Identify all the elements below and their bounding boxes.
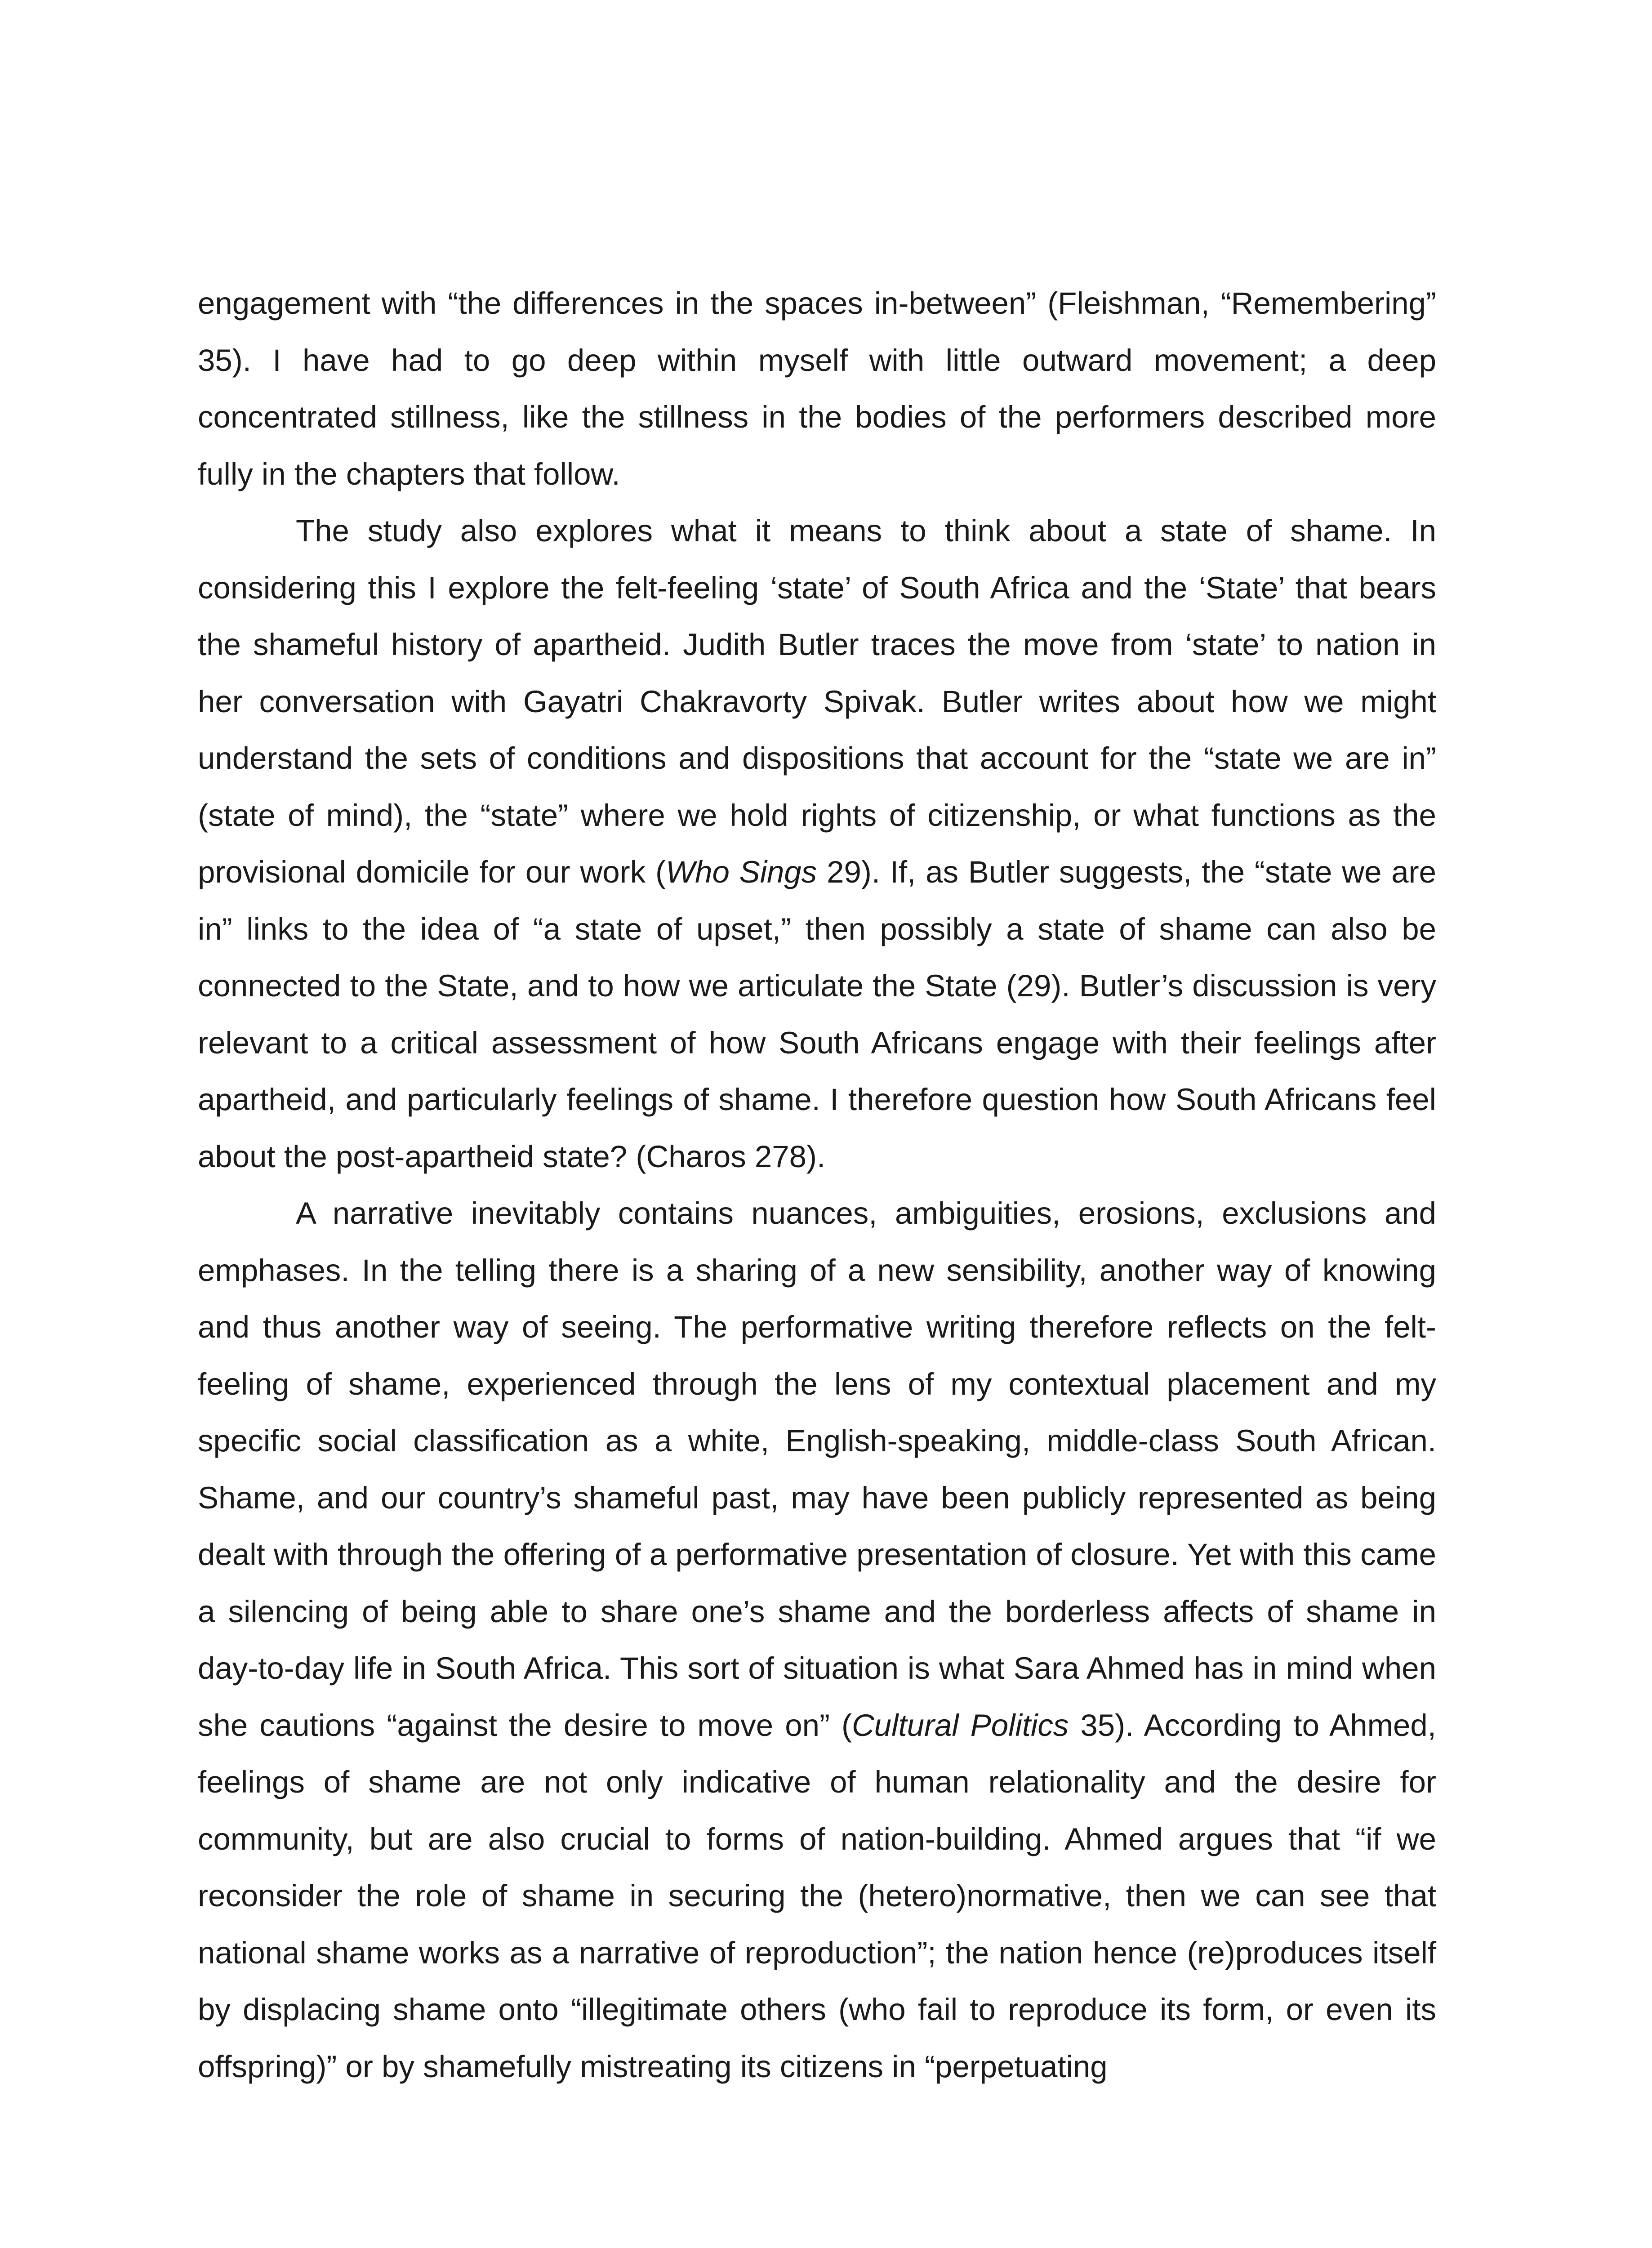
paragraph-3 <box>198 1185 1436 2095</box>
body-text <box>198 275 1436 2095</box>
paragraph-3-text-b: 35). According to Ahmed, feelings of shame are not only indicative of human relationality and the desire for community, but are also crucial to forms of nation-building. Ahmed argues that “if we reconsider the role of shame in securing the (hetero)normative, then we can see that national shame works as a narrative of reproduction”; the nation hence (re)produces itself by displacing shame onto “illegitimate others (who fail to reproduce its form, or even its offspring)” or by shamefully mistreating its citizens in “perpetuating <box>198 1708 1436 2084</box>
citation-who-sings: Who Sings <box>665 855 817 889</box>
paragraph-2-text-b: 29). If, as Butler suggests, the “state we are in” links to the idea of “a state of upset,” then possibly a state of shame can also be connected to the State, and to how we articulate the State (29). Butler’s discussion is very relevant to a critical assessment of how South Africans engage with their feelings after apartheid, and particularly feelings of shame. I therefore question how South Africans feel about the post-apartheid state? (Charos 278). <box>198 855 1436 1174</box>
paragraph-3-text-a: A narrative inevitably contains nuances, ambiguities, erosions, exclusions and emphases. In the telling there is a sharing of a new sensibility, another way of knowing and thus another way of seeing. The performative writing therefore reflects on the felt-feeling of shame, experienced through the lens of my contextual placement and my specific social classification as a white, English-speaking, middle-class South African. Shame, and our country’s shameful past, may have been publicly represented as being dealt with through the offering of a performative presentation of closure. Yet with this came a silencing of being able to share one’s shame and the borderless affects of shame in day-to-day life in South Africa. This sort of situation is what Sara Ahmed has in mind when she cautions “against the desire to move on” ( <box>198 1196 1436 1743</box>
paragraph-1 <box>198 275 1436 503</box>
paragraph-2 <box>198 503 1436 1185</box>
paragraph-1-text: engagement with “the differences in the spaces in-between” (Fleishman, “Remembering” 35). I have had to go deep within myself with little outward movement; a deep concentrated stillness, like the stillness in the bodies of the performers described more fully in the chapters that follow. <box>198 286 1436 491</box>
citation-cultural-politics: Cultural Politics <box>851 1708 1069 1743</box>
paragraph-2-text-a: The study also explores what it means to think about a state of shame. In considering this I explore the felt-feeling ‘state’ of South Africa and the ‘State’ that bears the shameful history of apartheid. Judith Butler traces the move from ‘state’ to nation in her conversation with Gayatri Chakravorty Spivak. Butler writes about how we might understand the sets of conditions and dispositions that account for the “state we are in” (state of mind), the “state” where we hold rights of citizenship, or what functions as the provisional domicile for our work ( <box>198 513 1436 889</box>
